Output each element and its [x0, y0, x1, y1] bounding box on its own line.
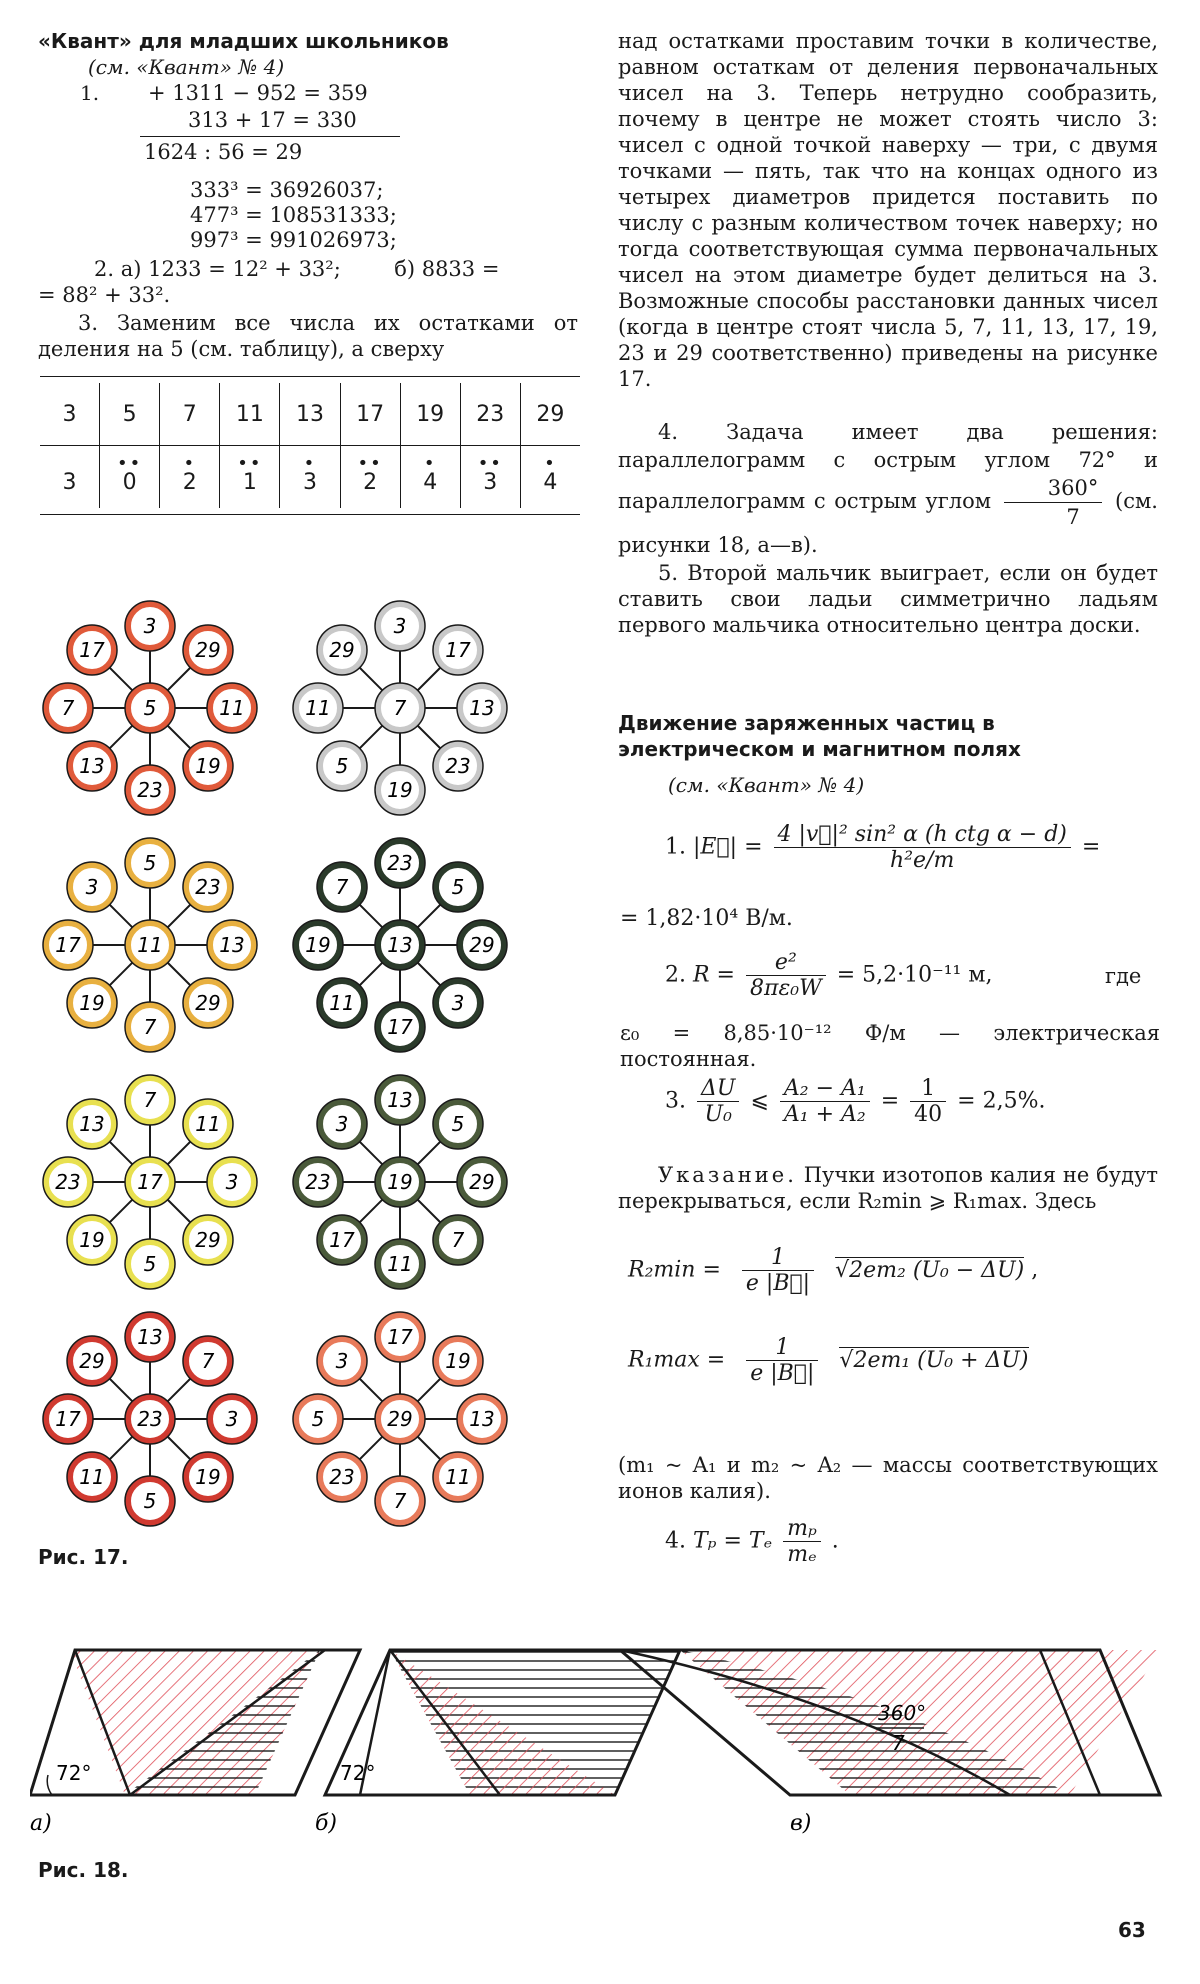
wheel-outer-node: [67, 978, 117, 1028]
formula-2-where: где: [1105, 964, 1142, 988]
wheel-center-node: [375, 920, 425, 970]
svg-text:3: 3: [143, 614, 157, 638]
wheel-outer-node: [67, 625, 117, 675]
wheel-outer-node: [317, 1215, 367, 1265]
svg-text:13: 13: [79, 1112, 105, 1137]
table-cell: • 2: [160, 446, 220, 509]
wheel-outer-node: [67, 1215, 117, 1265]
wheel-outer-node: [125, 601, 175, 651]
svg-text:29: 29: [195, 1227, 221, 1252]
table-cell: • 3: [280, 446, 340, 509]
physics-heading: Движение заряженных частиц в электрическом и магнитном полях: [618, 711, 1021, 761]
problem-2-line-2: = 88² + 33².: [38, 283, 171, 307]
number-wheel: [43, 838, 257, 1052]
wheel-outer-node: [317, 741, 367, 791]
svg-text:7: 7: [143, 1088, 157, 1112]
table-cell: • 4: [400, 446, 460, 509]
problem-4-ref: (см. рисунки 18, а—в).: [618, 489, 1158, 557]
problem-3: 3. Заменим все числа их остатками от деления на 5 (см. таблицу), а сверху: [38, 311, 578, 361]
wheel-center-node: [375, 1157, 425, 1207]
table-cell: 13: [280, 383, 340, 446]
wheel-outer-node: [375, 838, 425, 888]
svg-text:3: 3: [335, 1112, 349, 1137]
wheel-center-node: [375, 683, 425, 733]
formula-2: 2. R = $\frac{\text{e²}}{\text{8πε₀W}}$ = 5,2·10⁻¹¹ м,: [665, 950, 993, 1001]
svg-text:19: 19: [387, 778, 413, 802]
wheel-outer-node: [293, 683, 343, 733]
wheel-outer-node: [433, 1099, 483, 1149]
formula-r2min: R₂min = $\frac{1}{e |B⃗|}$ √2em₂ (U₀ − ΔU) ,: [628, 1245, 1039, 1296]
number-wheel: [293, 1312, 507, 1526]
svg-text:29: 29: [387, 1407, 413, 1431]
svg-text:11: 11: [445, 1464, 471, 1489]
remainders-table: [40, 376, 580, 515]
angle-frac-den: 7: [892, 1731, 905, 1755]
svg-text:19: 19: [305, 933, 331, 957]
wheel-outer-node: [183, 1452, 233, 1502]
table-cell: 23: [460, 383, 520, 446]
svg-text:13: 13: [79, 753, 105, 778]
wheel-outer-node: [43, 920, 93, 970]
wheel-outer-node: [67, 862, 117, 912]
svg-text:13: 13: [137, 1325, 163, 1349]
wheel-outer-node: [43, 683, 93, 733]
svg-text:13: 13: [219, 933, 245, 957]
svg-text:29: 29: [79, 1349, 105, 1374]
table-cell: 17: [340, 383, 400, 446]
svg-text:5: 5: [311, 1407, 325, 1431]
wheel-center-node: [125, 1394, 175, 1444]
label-b: б): [315, 1811, 338, 1836]
svg-text:13: 13: [387, 933, 413, 957]
page-number: 63: [1118, 1918, 1146, 1942]
wheel-outer-node: [317, 1452, 367, 1502]
table-cell: 11: [220, 383, 280, 446]
hint-paragraph: Указание. Пучки изотопов калия не будут перекрываться, если R₂min ⩾ R₁max. Здесь: [618, 1163, 1158, 1213]
wheel-outer-node: [317, 1099, 367, 1149]
svg-text:19: 19: [445, 1349, 471, 1374]
wheel-outer-node: [375, 1312, 425, 1362]
wheel-outer-node: [183, 1099, 233, 1149]
wheel-center-node: [125, 683, 175, 733]
svg-text:3: 3: [335, 1349, 349, 1374]
wheel-outer-node: [183, 1336, 233, 1386]
wheel-outer-node: [293, 920, 343, 970]
svg-text:5: 5: [143, 851, 157, 875]
wheel-outer-node: [183, 1215, 233, 1265]
wheel-outer-node: [125, 1312, 175, 1362]
wheel-outer-node: [67, 1452, 117, 1502]
wheel-outer-node: [43, 1157, 93, 1207]
svg-text:5: 5: [451, 875, 465, 900]
svg-text:23: 23: [137, 778, 163, 802]
svg-text:3: 3: [393, 614, 407, 638]
svg-text:3: 3: [225, 1170, 239, 1194]
formula-3: 3. $\frac{\Delta U}{\text{U₀}}$ ⩽ $\frac{\text{A₂ − A₁}}{\text{A₁ + A₂}}$ = $\frac{1}{40}$ = 2,5%.: [665, 1076, 1046, 1127]
wheel-outer-node: [375, 1239, 425, 1289]
table-cell: •• 1: [220, 446, 280, 509]
section-heading: «Квант» для младших школьников: [38, 29, 449, 53]
wheel-outer-node: [125, 1239, 175, 1289]
svg-text:7: 7: [451, 1227, 465, 1252]
wheel-outer-node: [207, 683, 257, 733]
svg-text:17: 17: [137, 1170, 163, 1194]
wheel-outer-node: [125, 838, 175, 888]
problem-1-number: 1.: [80, 81, 100, 105]
wheel-outer-node: [433, 625, 483, 675]
svg-text:11: 11: [219, 696, 245, 720]
svg-text:17: 17: [55, 1407, 81, 1431]
cube-3: 997³ = 991026973;: [190, 228, 397, 252]
svg-text:17: 17: [55, 933, 81, 957]
physics-subheading: (см. «Квант» № 4): [668, 773, 865, 797]
wheel-outer-node: [375, 1075, 425, 1125]
formula-1-fraction: $\frac{\text{4 |v⃗|² sin² α (h ctg α − d)}}{\text{h²e/m}}$: [774, 822, 1071, 873]
svg-text:17: 17: [387, 1015, 413, 1039]
svg-text:11: 11: [387, 1252, 413, 1276]
figure-17-caption: Рис. 17.: [38, 1545, 129, 1569]
parallelogram-c: [620, 1650, 1160, 1836]
angle-fraction: $\frac{360^\circ}{7}$: [1004, 474, 1103, 531]
wheel-outer-node: [433, 862, 483, 912]
table-cell: •• 3: [460, 446, 520, 509]
wheel-outer-node: [375, 601, 425, 651]
formula-1: 1. |E⃗| = $\frac{\text{4 |v⃗|² sin² α (h ctg α − d)}}{\text{h²e/m}}$ =: [665, 822, 1101, 873]
wheel-outer-node: [183, 862, 233, 912]
figure-17-wheels: [30, 590, 590, 1530]
wheel-outer-node: [433, 978, 483, 1028]
svg-text:13: 13: [469, 696, 495, 720]
physics-section: [618, 710, 1158, 798]
svg-text:3: 3: [225, 1407, 239, 1431]
figure-18-parallelograms: [30, 1630, 1180, 1840]
cubes: [190, 178, 397, 253]
problem-5: 5. Второй мальчик выиграет, если он будет ставить свои ладьи симметрично ладьям первого мальчика относительно центра доски.: [618, 561, 1158, 637]
table-row-top: [40, 383, 580, 446]
svg-text:23: 23: [329, 1464, 355, 1489]
masses-note: (m₁ ~ A₁ и m₂ ~ A₂ — массы соответствующих ионов калия).: [618, 1453, 1158, 1503]
number-wheel: [293, 838, 507, 1052]
svg-text:17: 17: [79, 638, 105, 663]
svg-text:29: 29: [469, 1170, 495, 1194]
label-c: в): [790, 1811, 812, 1836]
angle-72-label: 72°: [56, 1761, 92, 1785]
problem-2: [38, 256, 578, 308]
svg-text:5: 5: [143, 1252, 157, 1276]
wheel-outer-node: [317, 862, 367, 912]
svg-text:7: 7: [393, 696, 407, 720]
junior-section: [38, 28, 578, 80]
table-cell: •• 2: [340, 446, 400, 509]
equation-rule: [140, 136, 400, 137]
svg-text:19: 19: [195, 753, 221, 778]
svg-text:29: 29: [329, 638, 355, 663]
number-wheel: [43, 601, 257, 815]
svg-text:23: 23: [195, 875, 221, 900]
label-a: а): [30, 1811, 52, 1836]
svg-text:19: 19: [79, 990, 105, 1015]
wheel-outer-node: [125, 765, 175, 815]
wheel-outer-node: [67, 1336, 117, 1386]
formula-2-note: ε₀ = 8,85·10⁻¹² Ф/м — электрическая постоянная.: [620, 1021, 1160, 1071]
angle-frac-num: 360°: [878, 1701, 927, 1725]
svg-text:17: 17: [387, 1325, 413, 1349]
wheel-outer-node: [67, 1099, 117, 1149]
section-subheading: (см. «Квант» № 4): [88, 55, 285, 79]
wheel-outer-node: [457, 1394, 507, 1444]
wheel-outer-node: [207, 920, 257, 970]
wheel-outer-node: [317, 625, 367, 675]
svg-text:17: 17: [329, 1227, 355, 1252]
svg-text:19: 19: [195, 1464, 221, 1489]
parallelogram-a: [30, 1650, 360, 1836]
wheel-outer-node: [67, 741, 117, 791]
number-wheel: [43, 1312, 257, 1526]
wheel-outer-node: [433, 1215, 483, 1265]
formula-4: 4. Tₚ = Tₑ $\frac{\text{mₚ}}{\text{mₑ}}$ .: [665, 1516, 839, 1567]
problem-4: [618, 418, 1158, 559]
svg-text:29: 29: [195, 638, 221, 663]
svg-text:19: 19: [387, 1170, 413, 1194]
svg-text:5: 5: [451, 1112, 465, 1137]
angle-72-label: 72°: [340, 1761, 376, 1785]
wheel-outer-node: [293, 1394, 343, 1444]
wheel-outer-node: [375, 1002, 425, 1052]
number-wheel: [293, 601, 507, 815]
svg-text:13: 13: [469, 1407, 495, 1431]
table-cell: 29: [520, 383, 580, 446]
table-cell: 5: [100, 383, 160, 446]
wheel-outer-node: [125, 1075, 175, 1125]
svg-text:23: 23: [445, 753, 471, 778]
svg-text:7: 7: [143, 1015, 157, 1039]
svg-text:23: 23: [387, 851, 413, 875]
svg-text:23: 23: [55, 1170, 81, 1194]
svg-text:7: 7: [335, 875, 349, 900]
figure-18-caption: Рис. 18.: [38, 1858, 129, 1882]
wheel-outer-node: [183, 625, 233, 675]
svg-text:5: 5: [335, 753, 349, 778]
svg-text:3: 3: [85, 875, 99, 900]
wheel-outer-node: [183, 741, 233, 791]
wheel-outer-node: [183, 978, 233, 1028]
problem-3-continued: над остатками проставим точки в количестве, равном остаткам от деления первоначальных чисел на 3. Теперь нетрудно сообразить, почему в центре не может стоять число 3: чисел с одной точкой наверху — три, с двумя точками — пять, так что на концах одного из четырех диаметров придется поставить по числу с разным количеством точек наверху; но тогда соответствующая сумма первоначальных чисел на этом диаметре будет делиться на 3. Возможные способы расстановки данных чисел (когда в центре стоят числа 5, 7, 11, 13, 17, 19, 23 и 29 соответственно) приведены на рисунке 17.: [618, 29, 1158, 391]
table-cell: •• 0: [100, 446, 160, 509]
svg-text:23: 23: [305, 1170, 331, 1194]
svg-text:3: 3: [451, 990, 465, 1015]
parallelogram-b: [315, 1650, 680, 1836]
problem-4-text: 4. Задача имеет два решения: параллелограмм с острым углом 72° и параллелограмм с острым углом: [618, 420, 1158, 513]
wheel-outer-node: [317, 978, 367, 1028]
problem-1-equations: [140, 80, 400, 166]
svg-text:5: 5: [143, 1489, 157, 1513]
equation-row-2: 313 + 17 = 330: [188, 108, 357, 132]
wheel-outer-node: [207, 1394, 257, 1444]
svg-text:5: 5: [143, 696, 157, 720]
wheel-outer-node: [317, 1336, 367, 1386]
svg-text:29: 29: [195, 990, 221, 1015]
svg-text:19: 19: [79, 1227, 105, 1252]
wheel-outer-node: [293, 1157, 343, 1207]
wheel-outer-node: [43, 1394, 93, 1444]
wheel-outer-node: [457, 920, 507, 970]
svg-text:11: 11: [329, 990, 355, 1015]
svg-text:17: 17: [445, 638, 471, 663]
svg-text:11: 11: [305, 696, 331, 720]
wheel-outer-node: [125, 1476, 175, 1526]
svg-text:11: 11: [79, 1464, 105, 1489]
cube-1: 333³ = 36926037;: [190, 178, 384, 202]
problem-2-line-1: 2. а) 1233 = 12² + 33²; б) 8833 =: [94, 257, 500, 281]
svg-text:11: 11: [195, 1112, 221, 1137]
svg-text:7: 7: [201, 1349, 215, 1374]
wheel-outer-node: [375, 765, 425, 815]
wheel-outer-node: [457, 683, 507, 733]
wheel-outer-node: [207, 1157, 257, 1207]
svg-text:23: 23: [137, 1407, 163, 1431]
svg-text:29: 29: [469, 933, 495, 957]
svg-text:13: 13: [387, 1088, 413, 1112]
table-cell: 7: [160, 383, 220, 446]
svg-text:7: 7: [393, 1489, 407, 1513]
svg-text:7: 7: [61, 696, 75, 720]
table-cell: 3: [62, 469, 77, 495]
wheel-outer-node: [433, 741, 483, 791]
number-wheel: [43, 1075, 257, 1289]
formula-r1max: R₁max = $\frac{1}{e |B⃗|}$ √2em₁ (U₀ + ΔU): [628, 1335, 1029, 1386]
wheel-center-node: [125, 1157, 175, 1207]
svg-text:11: 11: [137, 933, 163, 957]
equation-row-3: 1624 : 56 = 29: [144, 140, 303, 164]
wheel-outer-node: [125, 1002, 175, 1052]
equation-row-1: + 1311 − 952 = 359: [148, 81, 368, 105]
cube-2: 477³ = 108531333;: [190, 203, 397, 227]
wheel-outer-node: [375, 1476, 425, 1526]
table-cell: 3: [62, 401, 77, 427]
wheel-outer-node: [433, 1336, 483, 1386]
table-row-bottom: [40, 446, 580, 509]
number-wheel: [293, 1075, 507, 1289]
wheel-outer-node: [457, 1157, 507, 1207]
table-cell: • 4: [520, 446, 580, 509]
table-cell: 19: [400, 383, 460, 446]
wheel-outer-node: [433, 1452, 483, 1502]
wheel-center-node: [375, 1394, 425, 1444]
wheel-center-node: [125, 920, 175, 970]
formula-1-result: = 1,82·10⁴ В/м.: [620, 906, 793, 931]
